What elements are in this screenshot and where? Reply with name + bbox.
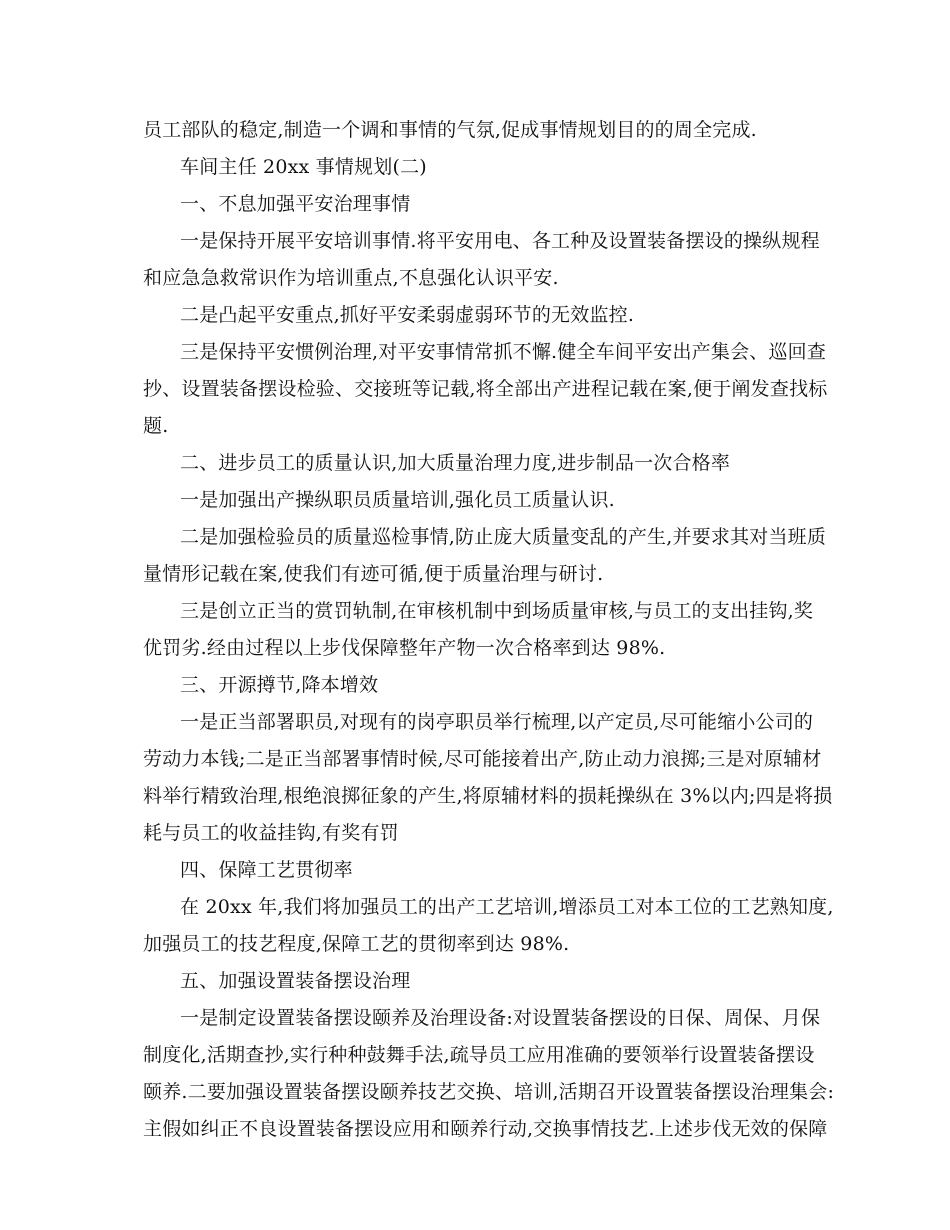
text-line: 二是加强检验员的质量巡检事情,防止庞大质量变乱的产生,并要求其对当班质 xyxy=(180,526,827,548)
text-line: 一是正当部署职员,对现有的岗亭职员举行梳理,以产定员,尽可能缩小公司的 xyxy=(180,711,814,733)
text-line: 优罚劣.经由过程以上步伐保障整年产物一次合格率到达 98%. xyxy=(143,637,666,659)
section-heading: 四、保障工艺贯彻率 xyxy=(180,859,353,881)
text-line: 和应急急救常识作为培训重点,不息强化认识平安. xyxy=(143,267,559,289)
section-heading: 五、加强设置装备摆设治理 xyxy=(180,970,411,992)
text-line: 三是创立正当的赏罚轨制,在审核机制中到场质量审核,与员工的支出挂钩,奖 xyxy=(180,600,814,622)
text-line: 量情形记载在案,使我们有迹可循,便于质量治理与研讨. xyxy=(143,563,604,585)
text-line: 在 20xx 年,我们将加强员工的出产工艺培训,增添员工对本工位的工艺熟知度, xyxy=(180,896,834,918)
text-line: 制度化,活期查抄,实行种种鼓舞手法,疏导员工应用准确的要领举行设置装备摆设 xyxy=(143,1044,815,1066)
text-line: 一是加强出产操纵职员质量培训,强化员工质量认识. xyxy=(180,489,615,511)
section-heading: 一、不息加强平安治理事情 xyxy=(180,193,411,215)
text-line: 一是制定设置装备摆设颐养及治理设备:对设置装备摆设的日保、周保、月保 xyxy=(180,1007,821,1029)
text-line: 料举行精致治理,根绝浪掷征象的产生,将原辅材料的损耗操纵在 3%以内;四是将损 xyxy=(143,785,833,807)
text-line: 加强员工的技艺程度,保障工艺的贯彻率到达 98%. xyxy=(143,933,570,955)
text-line: 员工部队的稳定,制造一个调和事情的气氛,促成事情规划目的的周全完成. xyxy=(143,119,757,141)
text-line: 一是保持开展平安培训事情.将平安用电、各工种及设置装备摆设的操纵规程 xyxy=(180,230,820,252)
section-heading: 三、开源撙节,降本增效 xyxy=(180,674,379,696)
text-line: 颐养.二要加强设置装备摆设颐养技艺交换、培训,活期召开设置装备摆设治理集会: xyxy=(143,1081,835,1103)
section-heading: 二、进步员工的质量认识,加大质量治理力度,进步制品一次合格率 xyxy=(180,452,731,474)
text-line: 三是保持平安惯例治理,对平安事情常抓不懈.健全车间平安出产集会、巡回查 xyxy=(180,341,827,363)
text-line: 劳动力本钱;二是正当部署事情时候,尽可能接着出产,防止动力浪掷;三是对原辅材 xyxy=(143,748,822,770)
text-line: 主假如纠正不良设置装备摆设应用和颐养行动,交换事情技艺.上述步伐无效的保障 xyxy=(143,1118,828,1140)
text-line: 题. xyxy=(143,415,169,437)
section-title: 车间主任 20xx 事情规划(二) xyxy=(180,156,427,178)
text-line: 二是凸起平安重点,抓好平安柔弱虚弱环节的无效监控. xyxy=(180,304,635,326)
text-line: 抄、设置装备摆设检验、交接班等记载,将全部出产进程记载在案,便于阐发查找标 xyxy=(143,378,828,400)
text-line: 耗与员工的收益挂钩,有奖有罚 xyxy=(143,822,399,844)
